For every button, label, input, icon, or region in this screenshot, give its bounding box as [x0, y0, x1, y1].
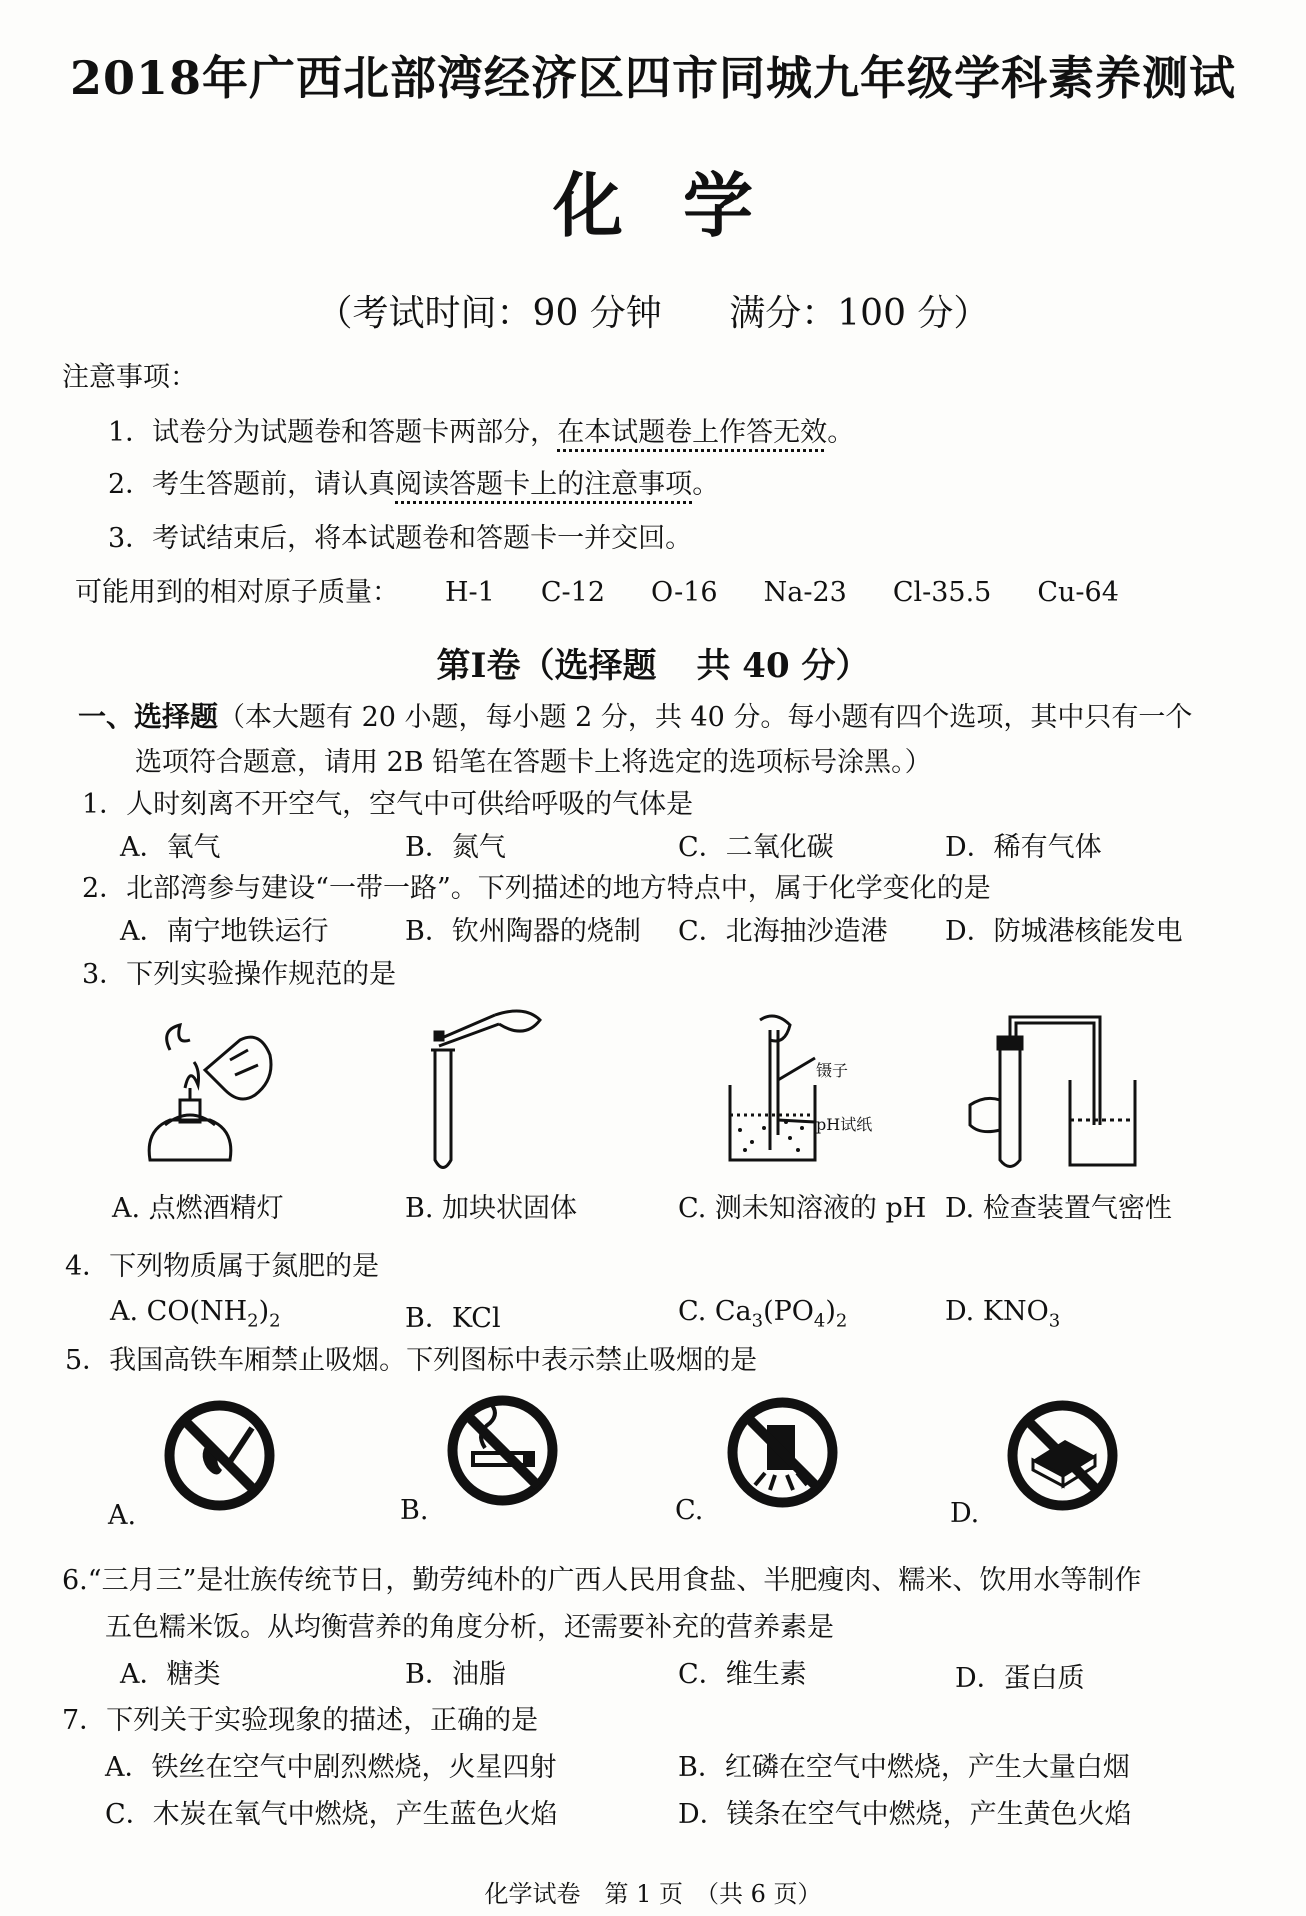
q3-figure-b: [415, 1000, 555, 1180]
subject-title: 化学: [553, 164, 813, 247]
section-title: [0, 638, 1306, 687]
q1-option-a: A．氧气: [120, 832, 221, 863]
note-1-end: 。: [827, 417, 855, 448]
section-title-b: 共 40 分）: [696, 646, 870, 686]
q6-option-b: B．油脂: [405, 1659, 506, 1690]
q4-c-sub2: 4: [813, 1310, 826, 1332]
q4-option-a: [110, 1296, 281, 1331]
q4-option-d: [945, 1296, 1060, 1331]
sign-b: [445, 1393, 560, 1508]
q4-d-sub: 3: [1048, 1310, 1061, 1332]
q4-c-paren: ): [825, 1296, 836, 1327]
sign-a: [162, 1398, 277, 1513]
airtight-check-icon: [960, 1005, 1140, 1175]
q3-ph-paper-label: pH试纸: [816, 1115, 873, 1134]
question-4-stem: 4．下列物质属于氮肥的是: [65, 1251, 380, 1282]
q4-d-text: D. KNO: [945, 1296, 1049, 1327]
section-instr-2: 选项符合题意，请用 2B 铅笔在答题卡上将选定的选项标号涂黑。）: [135, 747, 932, 778]
atomic-masses-label: 可能用到的相对原子质量：: [75, 577, 399, 608]
section-instructions: [78, 695, 1192, 735]
q7-option-b: B．红磷在空气中燃烧，产生大量白烟: [678, 1752, 1130, 1783]
ph-test-icon: [720, 1010, 873, 1170]
q6-option-a: A．糖类: [120, 1659, 221, 1690]
exam-info: [0, 285, 1306, 336]
q1-option-c: C．二氧化碳: [678, 832, 834, 863]
question-2-stem: 2．北部湾参与建设“一带一路”。下列描述的地方特点中，属于化学变化的是: [82, 873, 991, 904]
q3-figure-d: [960, 1005, 1140, 1175]
exam-score: 满分：100 分）: [729, 293, 990, 334]
atomic-mass: Na-23: [763, 577, 847, 608]
atomic-masses: [75, 570, 1119, 609]
alcohol-lamp-icon: [130, 1010, 280, 1170]
q4-a-paren: ): [258, 1296, 270, 1327]
question-6-stem: 6.“三月三”是壮族传统节日，勤劳纯朴的广西人民用食盐、半肥瘦肉、糯米、饮用水等制作: [62, 1565, 1142, 1596]
note-2-text: 2．考生答题前，请认真: [108, 469, 396, 500]
note-2: [108, 462, 719, 501]
q4-a-sub2: 2: [269, 1310, 281, 1332]
question-5-stem: 5．我国高铁车厢禁止吸烟。下列图标中表示禁止吸烟的是: [65, 1345, 758, 1376]
sign-c: [725, 1395, 840, 1510]
q4-a-sub: 2: [247, 1310, 259, 1332]
q4-c-sub: 3: [751, 1310, 764, 1332]
q5-option-d: D.: [950, 1498, 980, 1529]
q3-figure-a: [130, 1010, 280, 1170]
q3-option-d: D. 检查装置气密性: [945, 1193, 1172, 1224]
test-tube-icon: [415, 1000, 555, 1180]
q7-option-c: C．木炭在氧气中燃烧，产生蓝色火焰: [105, 1799, 558, 1830]
q6-option-d: D．蛋白质: [955, 1663, 1085, 1694]
section-title-a: 第Ⅰ卷（选择题: [436, 646, 657, 686]
q4-c-mid: (PO: [763, 1296, 814, 1327]
no-open-flame-icon: [162, 1398, 277, 1513]
atomic-mass: H-1: [445, 577, 495, 608]
section-instr-1: （本大题有 20 小题，每小题 2 分，共 40 分。每小题有四个选项，其中只有一个: [218, 702, 1193, 733]
atomic-mass: Cl-35.5: [892, 577, 992, 608]
q3-option-b: B. 加块状固体: [405, 1193, 578, 1224]
q2-option-a: A．南宁地铁运行: [120, 916, 329, 947]
atomic-mass: C-12: [540, 577, 605, 608]
section-heading: 一、选择题: [78, 700, 219, 733]
q5-option-b: B.: [400, 1495, 429, 1526]
note-1: [108, 410, 854, 449]
no-flammable-icon: [1005, 1398, 1120, 1513]
no-smoking-icon: [445, 1393, 560, 1508]
exam-title: 2018年广西北部湾经济区四市同城九年级学科素养测试: [69, 51, 1237, 105]
q3-figure-c: [720, 1010, 873, 1170]
notes-heading: 注意事项：: [62, 362, 197, 393]
question-1-stem: 1．人时刻离不开空气，空气中可供给呼吸的气体是: [82, 789, 694, 820]
atomic-mass: Cu-64: [1037, 577, 1119, 608]
q4-c-text: C. Ca: [678, 1296, 752, 1327]
q4-option-b: B．KCl: [405, 1303, 501, 1334]
q5-option-a: A.: [108, 1500, 137, 1531]
q1-option-d: D．稀有气体: [945, 832, 1102, 863]
q7-option-a: A．铁丝在空气中剧烈燃烧，火星四射: [105, 1752, 557, 1783]
question-6-stem-2: 五色糯米饭。从均衡营养的角度分析，还需要补充的营养素是: [105, 1612, 834, 1643]
note-2-emphasis: 阅读答题卡上的注意事项: [395, 469, 693, 500]
q4-c-sub3: 2: [835, 1310, 848, 1332]
note-1-text: 1．试卷分为试题卷和答题卡两部分，: [108, 417, 558, 448]
note-2-end: 。: [692, 469, 720, 500]
q3-tweezers-label: 镊子: [816, 1061, 849, 1080]
no-fireworks-icon: [725, 1395, 840, 1510]
exam-time: （考试时间：90 分钟: [316, 293, 662, 334]
note-1-emphasis: 在本试题卷上作答无效: [557, 417, 828, 448]
note-3: 3．考试结束后，将本试题卷和答题卡一并交回。: [108, 523, 693, 554]
q7-option-d: D．镁条在空气中燃烧，产生黄色火焰: [678, 1799, 1132, 1830]
sign-d: [1005, 1398, 1120, 1513]
q5-option-c: C.: [675, 1495, 704, 1526]
q3-option-c: C. 测未知溶液的 pH: [678, 1193, 927, 1224]
q4-a-text: A. CO(NH: [110, 1296, 248, 1327]
q4-option-c: [678, 1296, 847, 1331]
q2-option-d: D．防城港核能发电: [945, 916, 1183, 947]
page-footer: 化学试卷 第 1 页 （共 6 页）: [484, 1880, 822, 1908]
question-7-stem: 7．下列关于实验现象的描述，正确的是: [62, 1705, 539, 1736]
atomic-mass: O-16: [651, 577, 718, 608]
q1-option-b: B．氮气: [405, 832, 506, 863]
q6-option-c: C．维生素: [678, 1659, 807, 1690]
q2-option-c: C．北海抽沙造港: [678, 916, 888, 947]
q2-option-b: B．钦州陶器的烧制: [405, 916, 641, 947]
q3-option-a: A. 点燃酒精灯: [112, 1193, 284, 1224]
question-3-stem: 3．下列实验操作规范的是: [82, 959, 397, 990]
